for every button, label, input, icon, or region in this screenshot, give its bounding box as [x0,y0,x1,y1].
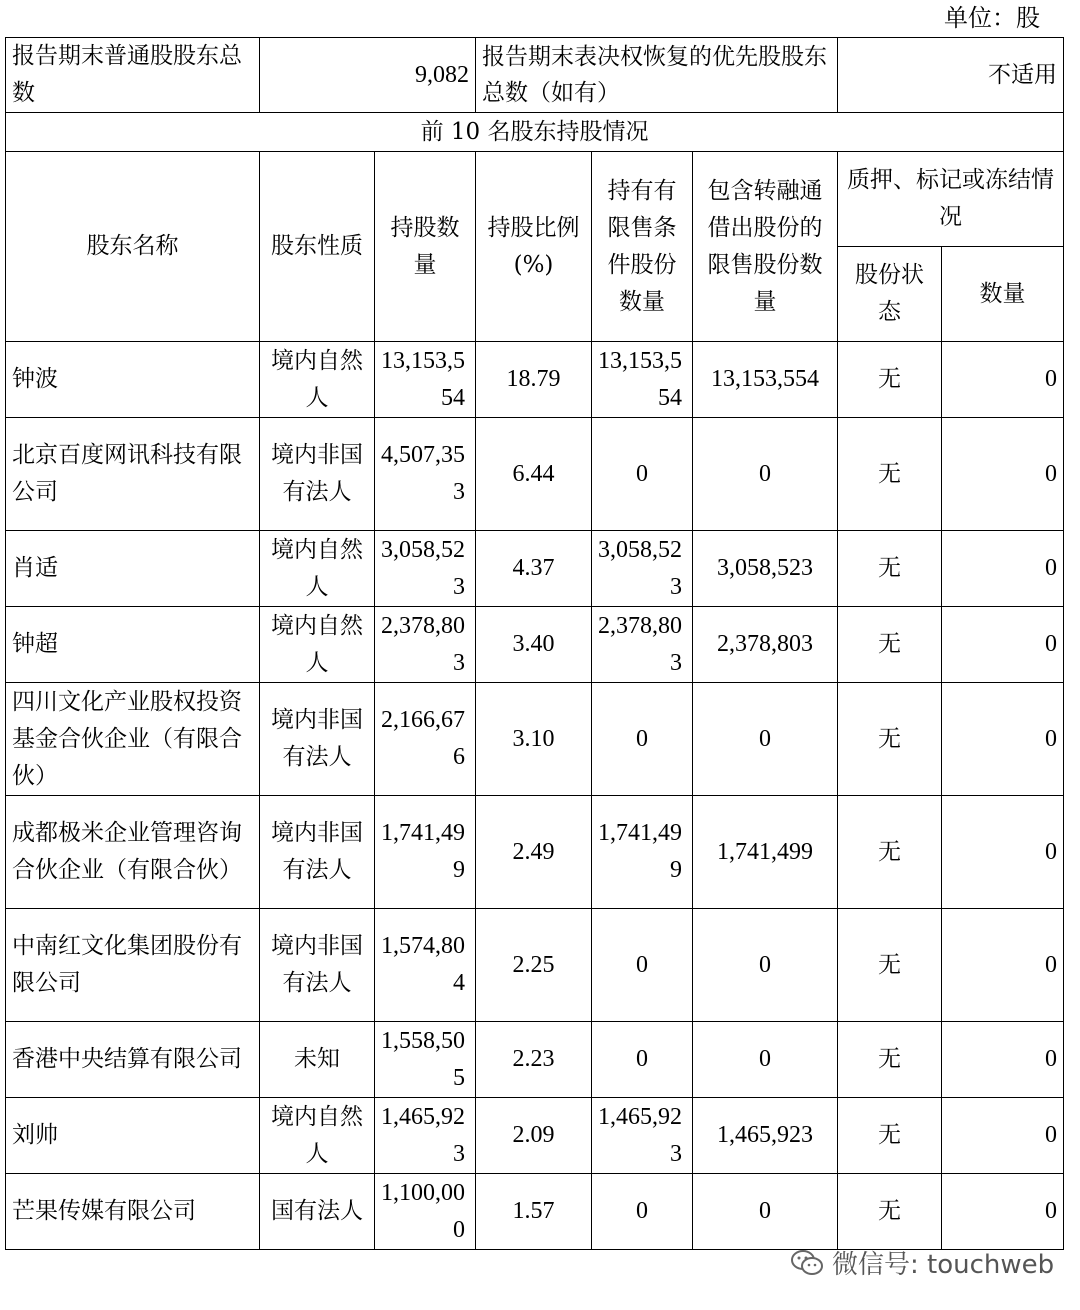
holder-name: 肖适 [6,531,260,607]
holder-qty: 0 [942,1098,1064,1174]
holder-shares: 13,153,554 [375,342,476,418]
holder-lent: 0 [693,1022,838,1098]
holder-lent: 3,058,523 [693,531,838,607]
holder-lent: 0 [693,683,838,796]
header-ratio: 持股比例(%) [476,152,592,342]
holder-nature: 国有法人 [260,1174,375,1250]
holder-name: 芒果传媒有限公司 [6,1174,260,1250]
header-restricted: 持有有限售条件股份数量 [592,152,693,342]
header-nature: 股东性质 [260,152,375,342]
holder-name: 成都极米企业管理咨询合伙企业（有限合伙） [6,796,260,909]
holder-nature: 境内非国有法人 [260,909,375,1022]
header-name: 股东名称 [6,152,260,342]
holder-nature: 境内非国有法人 [260,796,375,909]
holder-name: 香港中央结算有限公司 [6,1022,260,1098]
holder-nature: 未知 [260,1022,375,1098]
holder-restricted: 0 [592,1174,693,1250]
holder-name: 钟波 [6,342,260,418]
holder-shares: 2,166,676 [375,683,476,796]
header-status: 股份状态 [838,247,942,342]
holder-restricted: 0 [592,909,693,1022]
holder-ratio: 3.10 [476,683,592,796]
holder-qty: 0 [942,531,1064,607]
holder-ratio: 2.25 [476,909,592,1022]
holder-name: 钟超 [6,607,260,683]
holder-ratio: 2.23 [476,1022,592,1098]
header-qty: 数量 [942,247,1064,342]
holder-status: 无 [838,909,942,1022]
holder-shares: 1,558,505 [375,1022,476,1098]
header-shares: 持股数量 [375,152,476,342]
holder-status: 无 [838,342,942,418]
holder-status: 无 [838,683,942,796]
holder-shares: 2,378,803 [375,607,476,683]
section-title: 前 10 名股东持股情况 [6,113,1064,152]
holder-status: 无 [838,1022,942,1098]
table-row [6,1174,1064,1250]
holder-lent: 1,741,499 [693,796,838,909]
holder-lent: 0 [693,418,838,531]
holder-status: 无 [838,1174,942,1250]
holder-qty: 0 [942,683,1064,796]
holder-nature: 境内非国有法人 [260,418,375,531]
common-holders-label: 报告期末普通股股东总数 [6,38,260,113]
holder-name: 四川文化产业股权投资基金合伙企业（有限合伙） [6,683,260,796]
section-title-row [6,113,1064,152]
holder-ratio: 2.09 [476,1098,592,1174]
table-row [6,531,1064,607]
holder-status: 无 [838,607,942,683]
holder-lent: 2,378,803 [693,607,838,683]
wechat-icon [790,1248,824,1278]
table-row [6,418,1064,531]
holder-name: 北京百度网讯科技有限公司 [6,418,260,531]
holder-qty: 0 [942,342,1064,418]
holder-qty: 0 [942,1022,1064,1098]
table-row [6,1022,1064,1098]
holder-lent: 0 [693,1174,838,1250]
holder-status: 无 [838,531,942,607]
holder-restricted: 1,741,499 [592,796,693,909]
holder-nature: 境内自然人 [260,607,375,683]
header-lent: 包含转融通借出股份的限售股份数量 [693,152,838,342]
holder-nature: 境内自然人 [260,342,375,418]
summary-row [6,38,1064,113]
holder-lent: 0 [693,909,838,1022]
watermark [790,1244,1054,1281]
header-pledge: 质押、标记或冻结情况 [838,152,1064,247]
preferred-holders-value: 不适用 [838,38,1064,113]
holder-shares: 4,507,353 [375,418,476,531]
holder-qty: 0 [942,418,1064,531]
holder-shares: 1,465,923 [375,1098,476,1174]
table-row [6,1098,1064,1174]
holder-restricted: 0 [592,683,693,796]
header-row [6,152,1064,247]
holder-qty: 0 [942,909,1064,1022]
table-row [6,342,1064,418]
common-holders-value: 9,082 [260,38,476,113]
holder-shares: 1,741,499 [375,796,476,909]
holder-nature: 境内自然人 [260,531,375,607]
holder-restricted: 13,153,554 [592,342,693,418]
holder-shares: 1,100,000 [375,1174,476,1250]
shareholder-table [5,37,1064,1250]
holder-qty: 0 [942,796,1064,909]
table-row [6,909,1064,1022]
unit-label: 单位：股 [944,4,1040,32]
holder-lent: 13,153,554 [693,342,838,418]
holder-qty: 0 [942,607,1064,683]
holder-restricted: 0 [592,418,693,531]
holder-ratio: 1.57 [476,1174,592,1250]
holder-restricted: 1,465,923 [592,1098,693,1174]
holder-shares: 3,058,523 [375,531,476,607]
table-row [6,683,1064,796]
preferred-holders-label: 报告期末表决权恢复的优先股股东总数（如有） [476,38,838,113]
holder-shares: 1,574,804 [375,909,476,1022]
table-row [6,796,1064,909]
table-row [6,607,1064,683]
holder-ratio: 18.79 [476,342,592,418]
holder-name: 中南红文化集团股份有限公司 [6,909,260,1022]
holder-restricted: 3,058,523 [592,531,693,607]
holder-status: 无 [838,1098,942,1174]
holder-ratio: 2.49 [476,796,592,909]
holder-nature: 境内非国有法人 [260,683,375,796]
holder-status: 无 [838,796,942,909]
holder-qty: 0 [942,1174,1064,1250]
holder-restricted: 2,378,803 [592,607,693,683]
holder-ratio: 3.40 [476,607,592,683]
watermark-text: 微信号: touchweb [832,1250,1055,1280]
holder-lent: 1,465,923 [693,1098,838,1174]
holder-ratio: 6.44 [476,418,592,531]
holder-restricted: 0 [592,1022,693,1098]
holder-name: 刘帅 [6,1098,260,1174]
holder-status: 无 [838,418,942,531]
holder-ratio: 4.37 [476,531,592,607]
holder-nature: 境内自然人 [260,1098,375,1174]
